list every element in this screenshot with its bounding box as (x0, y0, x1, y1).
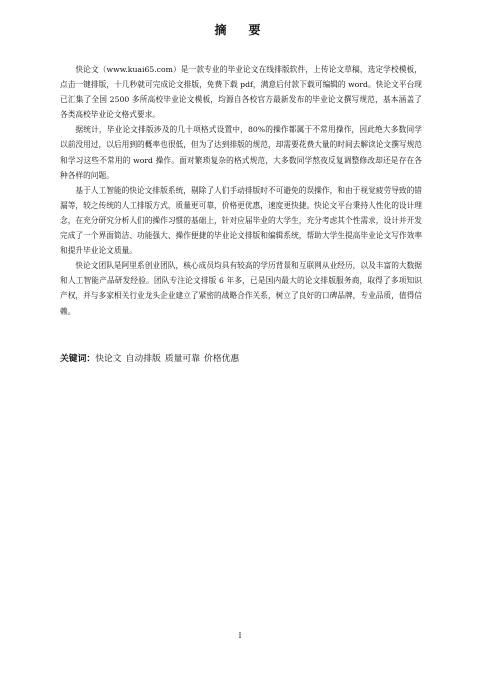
abstract-body (60, 62, 422, 319)
abstract-title: 摘 要 (214, 23, 266, 37)
abstract-paragraph-1: 快论文（www.kuai65.com）是一款专业的毕业论文在线排版软件，上传论文草稿，选定学校模板，点击一键排版，十几秒就可完成论文排版，免费下载 pdf，满意后付款下载可编辑的 word。快论文平台现已汇集了全国 2500 多所高校毕业论文模板，均源自各校官方最新发布的毕业论文撰写规范，基本涵盖了各类高校毕业论文格式要求。 (60, 65, 422, 120)
abstract-paragraph-3: 基于人工智能的快论文排版系统，剔除了人们手动排版时不可避免的误操作，和由于视觉疲劳导致的错漏等，较之传统的人工排版方式，质量更可靠，价格更优惠，速度更快捷。快论文平台秉持人性化的设计理念，在充分研究分析人们的操作习惯的基础上，针对应届毕业的大学生，充分考虑其个性需求，设计并开发完成了一个界面简洁、功能强大、操作便捷的毕业论文排版和编辑系统，帮助大学生提高毕业论文写作效率和提升毕业论文质量。 (60, 185, 422, 256)
keywords-label: 关键词： (60, 354, 96, 364)
keyword-item: 质量可靠 (164, 354, 201, 364)
keywords-line (60, 352, 422, 366)
keyword-item: 自动排版 (125, 354, 161, 364)
abstract-paragraph-4: 快论文团队是阿里系创业团队，核心成员均具有较高的学历背景和互联网从业经历，以及丰富的大数据和人工智能产品研发经验。团队专注论文排版 6 年多，已是国内最大的论文排版服务商，取得了多项知识产权，并与多家相关行业龙头企业建立了紧密的战略合作关系，树立了良好的口碑品牌，专业品质，值得信赖。 (60, 261, 422, 316)
keyword-item: 快论文 (95, 354, 122, 364)
page-number: I (238, 632, 242, 640)
abstract-paragraph-2: 据统计，毕业论文排版涉及的几十项格式设置中，80%的操作都属于不常用操作，因此绝大多数同学以前没用过，以后用到的概率也很低，但为了达到排版的规范，却需要花费大量的时间去解读论文撰写规范和学习这些不常用的 word 操作。面对繁琐复杂的格式规范，大多数同学熬夜反复调整修改却还是存在各种各样的问题。 (60, 125, 422, 180)
keyword-item: 价格优惠 (204, 354, 240, 364)
